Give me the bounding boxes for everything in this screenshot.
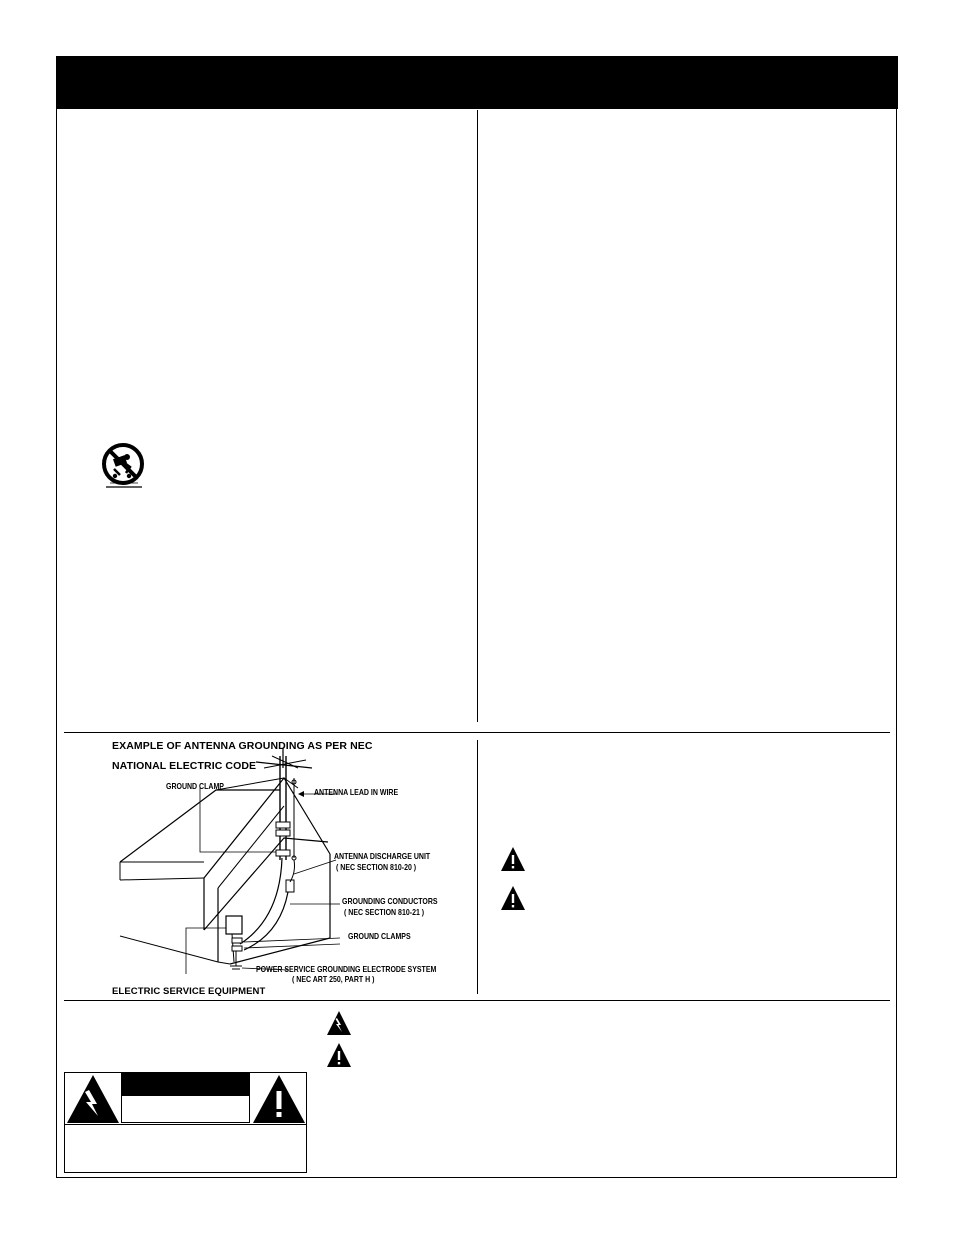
exclamation-warning-icon [500, 885, 526, 911]
exclamation-warning-icon [326, 1042, 352, 1068]
label-discharge-unit: ANTENNA DISCHARGE UNIT [334, 853, 431, 862]
label-power-section: ( NEC ART 250, PART H ) [292, 976, 375, 985]
antenna-grounding-diagram [108, 738, 470, 1000]
label-power-service: POWER SERVICE GROUNDING ELECTRODE SYSTEM [256, 966, 437, 975]
label-conductors-section: ( NEC SECTION 810-21 ) [344, 909, 425, 918]
caution-label-body [121, 1096, 250, 1123]
header-bar [56, 56, 898, 109]
section-divider-middle [64, 732, 890, 733]
diagram-title: EXAMPLE OF ANTENNA GROUNDING AS PER NEC [112, 740, 373, 752]
caution-label-divider [64, 1124, 307, 1125]
label-grounding-conductors: GROUNDING CONDUCTORS [342, 898, 438, 907]
cart-tipover-icon [100, 443, 146, 489]
column-divider-top [477, 110, 478, 722]
caution-label-header [121, 1073, 250, 1096]
exclamation-warning-icon [252, 1074, 306, 1124]
label-electric-service: ELECTRIC SERVICE EQUIPMENT [112, 986, 266, 997]
column-divider-middle [477, 740, 478, 994]
label-discharge-section: ( NEC SECTION 810-20 ) [336, 864, 417, 873]
lightning-warning-icon [66, 1074, 120, 1124]
diagram-subtitle: NATIONAL ELECTRIC CODE [112, 760, 257, 772]
label-ground-clamp: GROUND CLAMP [166, 783, 224, 792]
label-antenna-lead: ANTENNA LEAD IN WIRE [314, 789, 399, 798]
lightning-warning-icon [326, 1010, 352, 1036]
label-ground-clamps: GROUND CLAMPS [348, 933, 411, 942]
exclamation-warning-icon [500, 846, 526, 872]
section-divider-lower [64, 1000, 890, 1001]
